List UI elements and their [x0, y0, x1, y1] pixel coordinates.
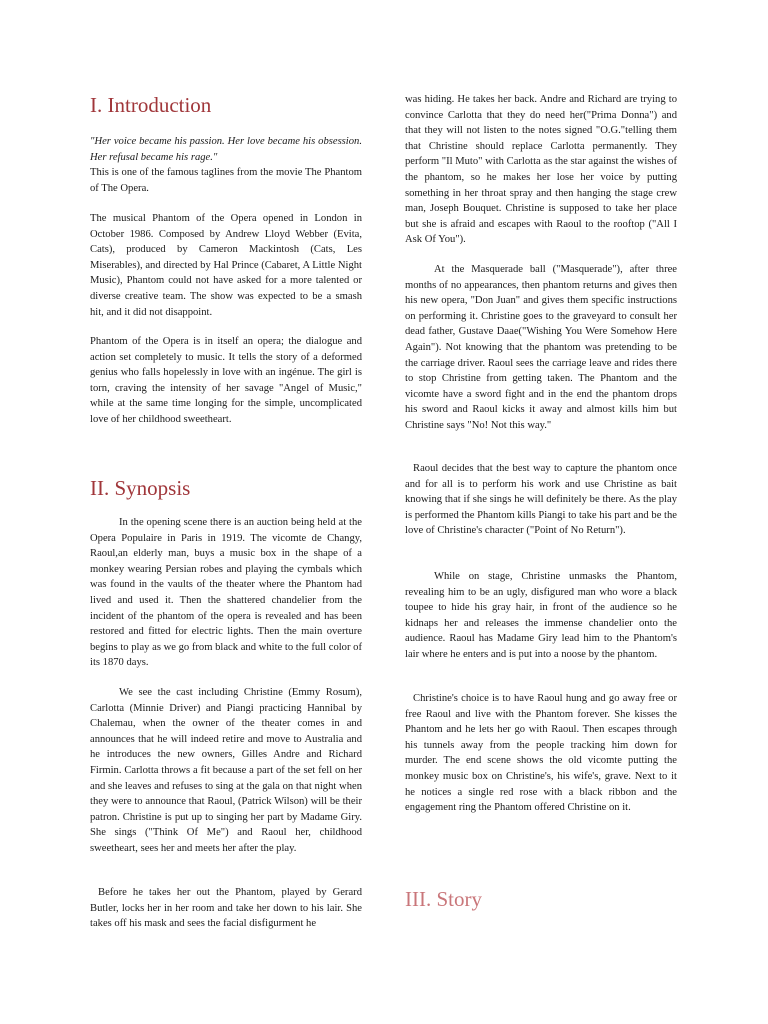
synopsis-paragraph-8: Christine's choice is to have Raoul hung and go away free or free Raoul and live with the Phantom forever. She kisses the Phantom and he lets her go with Raoul. Then escapes through his tunnels away from the people tracking him down for murder. The end scene shows the old vicomte putting the monkey music box on Christine's, his wife's, grave. Next to it he notices a single red rose with a black ribbon and the engagement ring the Phantom offered Christine on it. [405, 693, 677, 814]
synopsis-paragraph-4: was hiding. He takes her back. Andre and Richard are trying to convince Carlotta that they do need her("Prima Donna") and that they will not listen to the notes signed "O.G."telling them that Christine should replace Carlotta permanently. They perform "Il Muto" with Carlotta as the star against the wishes of the phantom, so he makes her lose her voice by putting something in her throat spray and then hanging the stage crew man, Joseph Bouquet. Christine is supposed to take her place but she is afraid and escapes with Raoul to the rooftop ("All I Ask Of You"). [405, 94, 677, 246]
intro-paragraph-1 [90, 134, 362, 196]
tagline-quote: "Her voice became his passion. Her love became his obsession. Her refusal became his rage." [90, 136, 362, 163]
heading-synopsis: II. Synopsis [90, 476, 191, 500]
synopsis-paragraph-2: We see the cast including Christine (Emmy Rosum), Carlotta (Minnie Driver) and Piangi practicing Hannibal by Chalemau, when the owner of the theater comes in and announces that he will indeed retire and move to Australia and he introduces the new owners, Gilles Andre and Richard Firmin. Carlotta throws a fit because a part of the set fell on her and she leaves and refuses to sing at the gala on that night when they were to announce that Raoul, (Patrick Wilson) will be their patron. Christine is put up to singing her part by Madame Giry. She sings ("Think Of Me") and Raoul her, childhood sweetheart, sees her and meets her after the play. [90, 687, 362, 854]
synopsis-paragraph-5: At the Masquerade ball ("Masquerade"), after three months of no appearances, then phantom returns and gives then his new opera, "Don Juan" and gives them specific instructions on performing it. Christine goes to the graveyard to consult her dead father, Gustave Daae("Wishing You Were Somehow Here Again"). Not knowing that the phantom was pretending to be the carriage driver. Raoul sees the carriage leave and rides there to stop Christine from getting taken. The Phantom and the vicomte have a sword fight and in the end the phantom drops his sword and Raoul kicks it away and almost kills him but Christine says "No! Not this way." [405, 264, 677, 431]
synopsis-paragraph-7: While on stage, Christine unmasks the Phantom, revealing him to be an ugly, disfigured man who wore a black toupee to hide his gray hair, in front of the audience so he kidnaps her and releases the immense chandelier onto the audience. Raoul has Madame Giry lead him to the Phantom's lair where he enters and is put into a noose by the phantom. [405, 571, 677, 660]
heading-introduction: I. Introduction [90, 93, 212, 117]
intro-paragraph-2: The musical Phantom of the Opera opened in London in October 1986. Composed by Andrew Lloyd Webber (Evita, Cats), produced by Cameron Mackintosh (Cats, Les Miserables), and directed by Hal Prince (Cabaret, A Little Night Music), Phantom could not have asked for a more talented or diverse creative team. The show was expected to be a smash hit, and it did not disappoint. [90, 213, 362, 318]
intro-paragraph-3: Phantom of the Opera is in itself an opera; the dialogue and action set completely to music. It tells the story of a deformed genius who falls hopelessly in love with an ingénue. The girl is torn, craving the intensity of her savage "Angel of Music," while at the same time longing for the simple, uncomplicated love of her childhood sweetheart. [90, 336, 362, 425]
synopsis-paragraph-1: In the opening scene there is an auction being held at the Opera Populaire in Paris in 1919. The vicomte de Changy, Raoul,an elderly man, buys a music box in the shape of a monkey wearing Persian robes and playing the cymbals which was found in the vaults of the theater where the Phantom had lived and used it. Then the shattered chandelier from the incident of the phantom of the opera is revealed and has been restored and fitted for electric lights. Then the main overture begins to play as we go from black and white to the full color of its 1870 days. [90, 517, 362, 669]
intro-text-1: This is one of the famous taglines from the movie The Phantom of The Opera. [90, 167, 362, 194]
heading-story: III. Story [405, 887, 482, 911]
synopsis-paragraph-3: Before he takes her out the Phantom, played by Gerard Butler, locks her in her room and take her down to his lair. She takes off his mask and sees the facial disfigurment he [90, 887, 362, 930]
synopsis-paragraph-6: Raoul decides that the best way to capture the phantom once and for all is to perform his work and use Christine as bait knowing that if she sings he will definitely be there. As the play is performed the Phantom kills Piangi to take his part and be the love of Christine's character ("Point of No Return"). [405, 463, 677, 537]
